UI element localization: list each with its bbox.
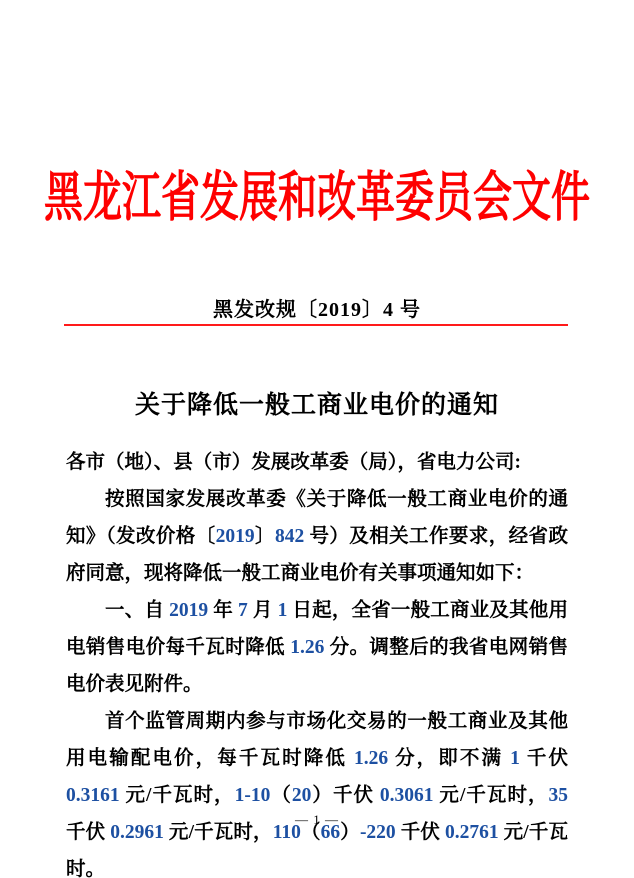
numeric-text: 7 bbox=[238, 600, 248, 621]
paragraph-text: 元/千瓦时， bbox=[433, 785, 549, 806]
body-paragraph bbox=[66, 444, 568, 481]
numeric-text: 0.2761 bbox=[445, 822, 499, 843]
body-paragraph bbox=[66, 592, 568, 703]
paragraph-text: 一、自 bbox=[105, 600, 170, 621]
paragraph-text: 千伏 bbox=[395, 822, 445, 843]
paragraph-text: 元/千瓦时， bbox=[163, 822, 273, 843]
numeric-text: -220 bbox=[359, 822, 396, 843]
numeric-text: 20 bbox=[291, 785, 312, 806]
numeric-text: 1.26 bbox=[353, 748, 389, 769]
numeric-text: 1.26 bbox=[290, 637, 325, 658]
document-number: 黑发改规〔2019〕4 号 bbox=[213, 299, 421, 321]
numeric-text: 1-10 bbox=[234, 785, 271, 806]
red-separator-line bbox=[64, 324, 568, 326]
numeric-text: 842 bbox=[274, 526, 305, 547]
page-number: — 1 — bbox=[295, 812, 339, 827]
numeric-text: 35 bbox=[548, 785, 568, 806]
paragraph-text: （ bbox=[270, 785, 292, 806]
numeric-text: 2019 bbox=[215, 526, 255, 547]
paragraph-text: 年 bbox=[208, 600, 239, 621]
numeric-text: 0.3161 bbox=[66, 785, 120, 806]
paragraph-text: 元/千瓦时， bbox=[119, 785, 235, 806]
document-title: 关于降低一般工商业电价的通知 bbox=[134, 392, 499, 419]
agency-masthead-title: 黑龙江省发展和改革委员会文件 bbox=[43, 168, 590, 228]
paragraph-text: （ bbox=[300, 822, 321, 843]
body-paragraph bbox=[66, 481, 568, 592]
paragraph-text: 按照国家发展改革委《关于降低一般工商业电价的通知》（发改价格〔 bbox=[66, 489, 568, 547]
paragraph-text: 首个监管周期内参与市场化交易的一般工商业及其他用电输配电价，每千瓦时降低 bbox=[66, 711, 568, 769]
paragraph-text: 元/千瓦时。 bbox=[66, 822, 568, 878]
body-paragraph bbox=[66, 703, 568, 878]
paragraph-text: ） bbox=[340, 822, 360, 843]
numeric-text: 1 bbox=[277, 600, 288, 621]
numeric-text: 66 bbox=[320, 822, 341, 843]
paragraph-text: 各市（地）、县（市）发展改革委（局），省电力公司: bbox=[66, 452, 521, 473]
paragraph-text: 号）及相关工作要求，经省政府同意，现将降低一般工商业电价有关事项通知如下： bbox=[66, 526, 568, 584]
paragraph-text: 月 bbox=[247, 600, 278, 621]
paragraph-text: 千伏 bbox=[519, 748, 568, 769]
numeric-text: 0.3061 bbox=[379, 785, 434, 806]
paragraph-text: 分。调整后的我省电网销售电价表见附件。 bbox=[66, 637, 568, 695]
paragraph-text: ）千伏 bbox=[311, 785, 380, 806]
paragraph-text: 千伏 bbox=[66, 822, 111, 843]
numeric-text: 0.2961 bbox=[110, 822, 164, 843]
paragraph-text: 〕 bbox=[254, 526, 275, 547]
paragraph-text: 分，即不满 bbox=[388, 748, 511, 769]
numeric-text: 110 bbox=[272, 822, 301, 843]
numeric-text: 2019 bbox=[169, 600, 209, 621]
numeric-text: 1 bbox=[510, 748, 520, 769]
paragraph-text: 日起，全省一般工商业及其他用电销售电价每千瓦时降低 bbox=[66, 600, 568, 658]
